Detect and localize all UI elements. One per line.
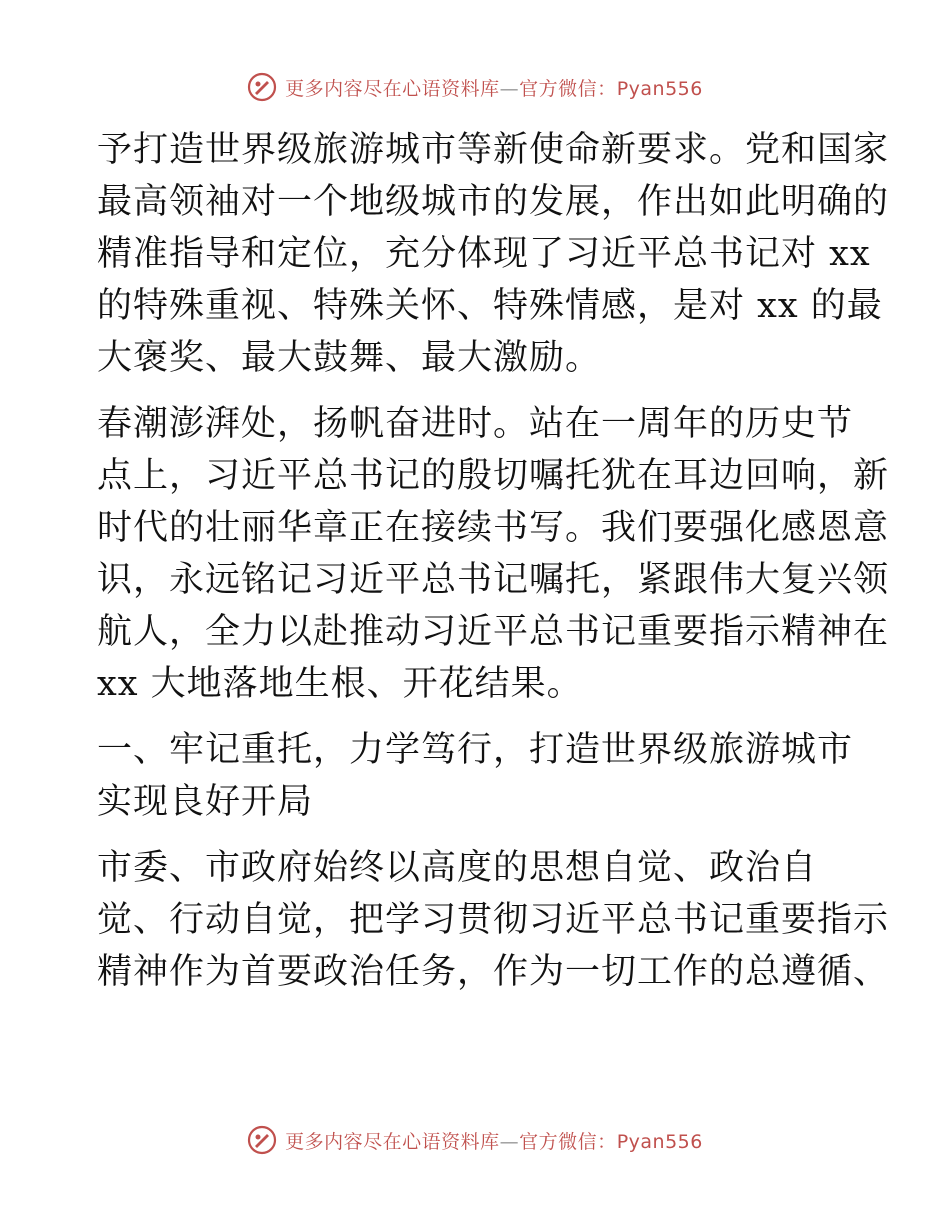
text-line: 航人，全力以赴推动习近平总书记重要指示精神在	[97, 612, 890, 652]
watermark-title: 更多内容尽在心语资料库	[285, 1130, 500, 1153]
text-line: 予打造世界级旅游城市等新使命新要求。党和国家	[97, 130, 890, 170]
text-line: xx 大地落地生根、开花结果。	[97, 664, 583, 704]
document-body	[97, 124, 890, 998]
watermark-suffix: 官方微信：	[519, 77, 617, 100]
watermark-id: Pyan556	[616, 1130, 703, 1153]
heading-line: 一、牢记重托，力学笃行，打造世界级旅游城市	[97, 730, 854, 770]
text-line: 市委、市政府始终以高度的思想自觉、政治自	[97, 848, 818, 888]
text-line: 精神作为首要政治任务，作为一切工作的总遵循、	[97, 952, 890, 992]
watermark-footer	[0, 1125, 950, 1155]
paragraph-3	[97, 842, 890, 998]
text-line: 大褒奖、最大鼓舞、最大激励。	[97, 338, 602, 378]
section-heading	[97, 724, 857, 828]
paragraph-2	[97, 398, 890, 710]
brand-logo-icon	[247, 1125, 277, 1155]
watermark-separator: —	[499, 1130, 520, 1153]
text-line: 点上，习近平总书记的殷切嘱托犹在耳边回响，新	[97, 456, 890, 496]
text-line: 识，永远铭记习近平总书记嘱托，紧跟伟大复兴领	[97, 560, 890, 600]
watermark-header	[0, 72, 950, 102]
brand-logo-icon	[247, 72, 277, 102]
paragraph-1	[97, 124, 890, 384]
text-line: 时代的壮丽华章正在接续书写。我们要强化感恩意	[97, 508, 890, 548]
watermark-separator: —	[499, 77, 520, 100]
heading-line: 实现良好开局	[97, 782, 314, 822]
text-line: 的特殊重视、特殊关怀、特殊情感，是对 xx 的最	[97, 286, 883, 326]
text-line: 春潮澎湃处，扬帆奋进时。站在一周年的历史节	[97, 404, 854, 444]
text-line: 最高领袖对一个地级城市的发展，作出如此明确的	[97, 182, 890, 222]
watermark-text	[285, 1127, 703, 1154]
text-line: 觉、行动自觉，把学习贯彻习近平总书记重要指示	[97, 900, 890, 940]
watermark-id: Pyan556	[616, 77, 703, 100]
watermark-suffix: 官方微信：	[519, 1130, 617, 1153]
watermark-title: 更多内容尽在心语资料库	[285, 77, 500, 100]
text-line: 精准指导和定位，充分体现了习近平总书记对 xx	[97, 234, 871, 274]
watermark-text	[285, 74, 703, 101]
